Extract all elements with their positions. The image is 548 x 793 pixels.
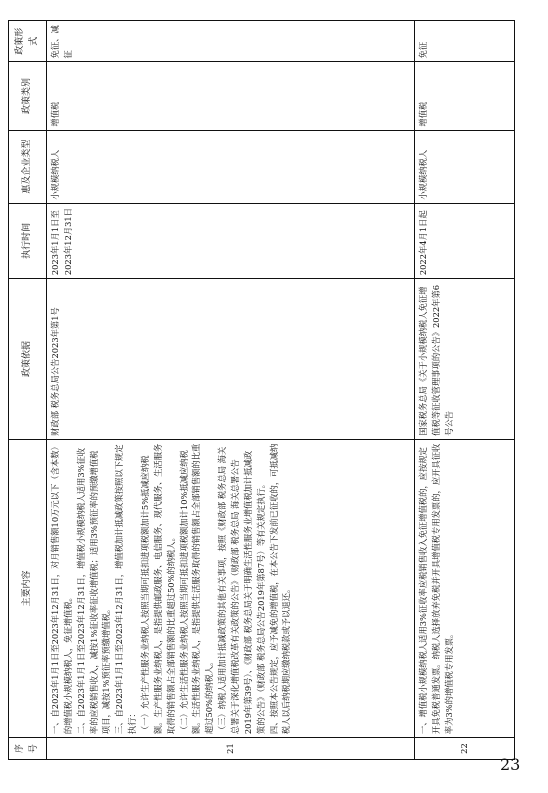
header-row xyxy=(9,21,47,760)
table-row xyxy=(415,21,515,760)
row-enterprise: 小规模纳税人 xyxy=(47,130,415,203)
header-basis: 政策依据 xyxy=(9,279,47,440)
content-paragraph: 三、自2023年1月1日至2023年12月31日，增值税加计抵减政策按照以下规定执行： xyxy=(114,444,138,735)
table-row xyxy=(47,21,415,760)
policy-table xyxy=(8,20,515,760)
row-category: 增值税 xyxy=(47,62,415,130)
header-form: 政策形式 xyxy=(9,21,47,62)
content-paragraph: 一、增值税小规模纳税人适用3%征收率应税销售收入免征增值税的，应按规定开具免税普通发票。纳税人选择放弃免税并开具增值税专用发票的，应开具征收率为3%的增值税专用发票。 xyxy=(418,443,454,735)
row-enterprise: 小规模纳税人 xyxy=(415,130,515,203)
header-category: 政策类别 xyxy=(9,62,47,130)
row-content xyxy=(415,439,515,737)
content-paragraph: （一）允许生产性服务业纳税人按照当期可抵扣进项税额加计5%抵减应纳税额。生产性服务业纳税人，是指提供邮政服务、电信服务、现代服务、生活服务取得的销售额占全部销售额的比重超过50%的纳税人。 xyxy=(140,443,176,735)
header-enterprise: 惠及企业类型 xyxy=(9,130,47,203)
row-seq: 21 xyxy=(47,738,415,760)
row-seq: 22 xyxy=(415,738,515,760)
row-category: 增值税 xyxy=(415,62,515,130)
row-form: 免征、减征 xyxy=(47,21,415,62)
page-number: 23 xyxy=(500,755,521,774)
header-period: 执行时间 xyxy=(9,203,47,278)
row-basis: 财政部 税务总局公告2023年第1号 xyxy=(47,279,415,440)
row-period: 2023年1月1日至2023年12月31日 xyxy=(47,203,415,278)
row-period: 2022年4月1日起 xyxy=(415,203,515,278)
content-paragraph: （三）纳税人适用加计抵减政策的其他有关事项，按照《财政部 税务总局 海关总署关于深化增值税改革有关政策的公告》（财政部 税务总局 海关总署公告2019年第39号）、《财政部 税务总局关于明确生活性服务业增值税加计抵减政策的公告》（财政部 税务总局公告2019年第87号）等有关规定执行。 xyxy=(217,446,266,735)
content-paragraph: （二）允许生活性服务业纳税人按照当期可抵扣进项税额加计10%抵减应纳税额。生活性服务业纳税人，是指提供生活服务取得的销售额占全部销售额的比重超过50%的纳税人。 xyxy=(178,443,215,735)
header-content: 主要内容 xyxy=(9,439,47,737)
content-paragraph: 四、按照本公告规定，应予减免的增值税，在本公告下发前已征收的，可抵减纳税人以后纳税期应缴纳税款或予以退还。 xyxy=(268,443,292,735)
header-seq: 序号 xyxy=(9,738,47,760)
content-paragraph: 一、自2023年1月1日至2023年12月31日，对月销售额10万元以下（含本数）的增值税小规模纳税人，免征增值税。 xyxy=(50,446,73,735)
rotated-table-frame xyxy=(8,20,514,760)
content-paragraph: 二、自2023年1月1日至2023年12月31日，增值税小规模纳税人适用3%征收率的应税销售收入，减按1%征收率征收增值税；适用3%预征率的预缴增值税项目，减按1%预征率预缴增值税。 xyxy=(75,447,112,735)
row-content xyxy=(47,439,415,737)
row-form: 免征 xyxy=(415,21,515,62)
row-basis: 国家税务总局《关于小规模纳税人免征增值税等征收管理事项的公告》2022年第6号公告 xyxy=(415,279,515,440)
